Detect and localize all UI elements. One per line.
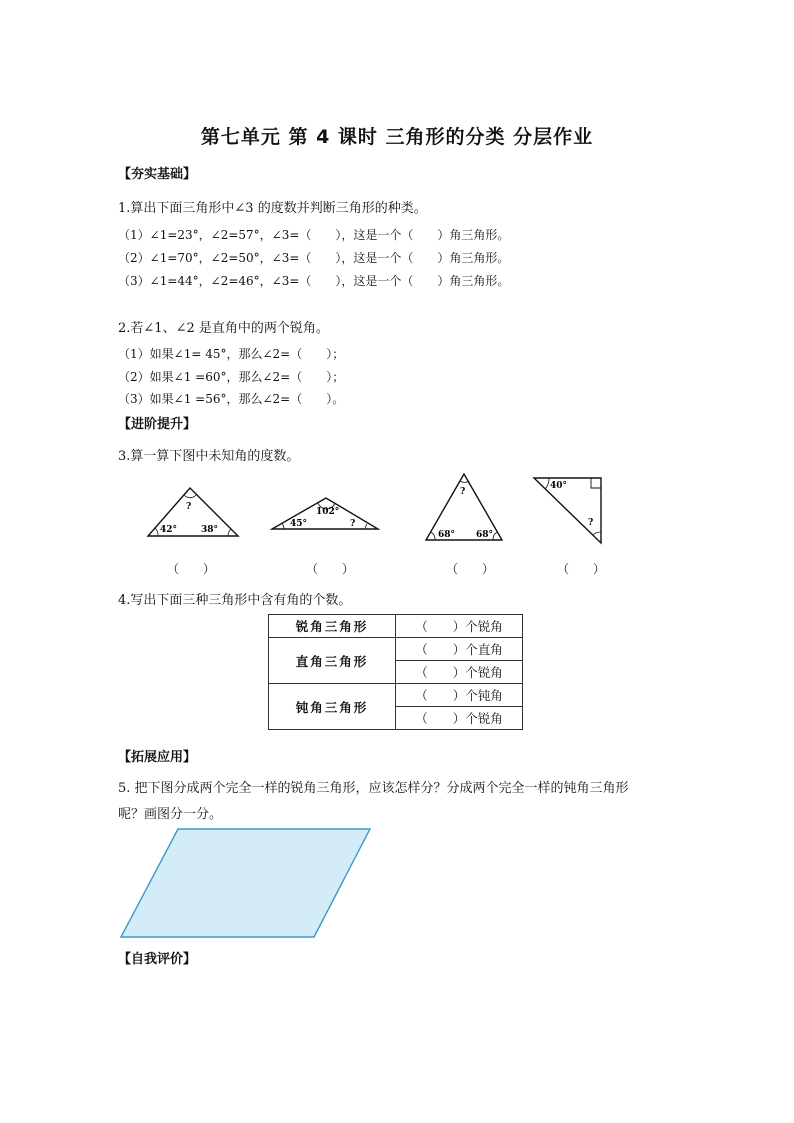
triangle-1-label-left: 42° xyxy=(160,525,178,535)
triangle-4-label-top: 40° xyxy=(550,481,568,491)
cell-right-right: （ ）个直角 xyxy=(396,638,523,661)
triangle-2-label-left: 45° xyxy=(290,519,308,529)
section-self-eval: 【自我评价】 xyxy=(118,952,197,967)
row-name-right: 直角三角形 xyxy=(269,638,396,684)
question-2: 2.若∠1、∠2 是直角中的两个锐角。 xyxy=(118,321,329,336)
triangle-2-label-top: 102° xyxy=(316,507,340,517)
triangle-1-label-top: ? xyxy=(186,502,192,512)
triangle-3 xyxy=(422,470,507,544)
section-extend: 【拓展应用】 xyxy=(118,750,197,765)
question-3: 3.算一算下图中未知角的度数。 xyxy=(118,449,300,464)
cell-acute-acute: （ ）个锐角 xyxy=(396,615,523,638)
triangle-4-answer: （ ） xyxy=(557,562,606,576)
triangle-3-answer: （ ） xyxy=(446,562,495,576)
section-basic: 【夯实基础】 xyxy=(118,167,197,182)
cell-obtuse-obtuse: （ ）个钝角 xyxy=(396,684,523,707)
triangle-4 xyxy=(530,474,606,546)
page-title: 第七单元 第 4 课时 三角形的分类 分层作业 xyxy=(200,126,594,148)
table-row xyxy=(269,638,523,661)
question-1: 1.算出下面三角形中∠3 的度数并判断三角形的种类。 xyxy=(118,201,427,216)
question-1-item-2: （2）∠1=70°，∠2=50°，∠3=（ ），这是一个（ ）角三角形。 xyxy=(118,251,510,265)
row-name-obtuse: 钝角三角形 xyxy=(269,684,396,730)
triangle-1-answer: （ ） xyxy=(167,562,216,576)
question-2-item-3: （3）如果∠1 =56°，那么∠2=（ ）。 xyxy=(118,392,345,406)
cell-right-acute: （ ）个锐角 xyxy=(396,661,523,684)
triangle-2-label-right: ? xyxy=(350,519,356,529)
triangle-1 xyxy=(140,484,250,544)
table-row xyxy=(269,615,523,638)
question-5-line-1: 5. 把下图分成两个完全一样的锐角三角形，应该怎样分？分成两个完全一样的钝角三角形 xyxy=(118,781,629,796)
question-1-item-3: （3）∠1=44°，∠2=46°，∠3=（ ），这是一个（ ）角三角形。 xyxy=(118,274,510,288)
parallelogram xyxy=(118,826,374,941)
triangle-2 xyxy=(268,494,383,534)
question-1-item-1: （1）∠1=23°，∠2=57°，∠3=（ ），这是一个（ ）角三角形。 xyxy=(118,228,510,242)
question-2-item-2: （2）如果∠1 =60°，那么∠2=（ ）； xyxy=(118,370,345,384)
row-name-acute: 锐角三角形 xyxy=(269,615,396,638)
triangle-4-label-right: ? xyxy=(588,518,594,528)
section-advanced: 【进阶提升】 xyxy=(118,417,197,432)
triangle-3-label-left: 68° xyxy=(438,530,456,540)
question-4: 4.写出下面三种三角形中含有角的个数。 xyxy=(118,593,352,608)
triangle-1-label-right: 38° xyxy=(201,525,219,535)
table-row xyxy=(269,684,523,707)
question-5-line-2: 呢？画图分一分。 xyxy=(118,807,223,822)
cell-obtuse-acute: （ ）个锐角 xyxy=(396,707,523,730)
triangle-2-answer: （ ） xyxy=(306,562,355,576)
angle-count-table xyxy=(268,614,523,730)
triangle-3-label-top: ? xyxy=(460,487,466,497)
triangle-3-label-right: 68° xyxy=(476,530,494,540)
question-2-item-1: （1）如果∠1= 45°，那么∠2=（ ）； xyxy=(118,347,345,361)
